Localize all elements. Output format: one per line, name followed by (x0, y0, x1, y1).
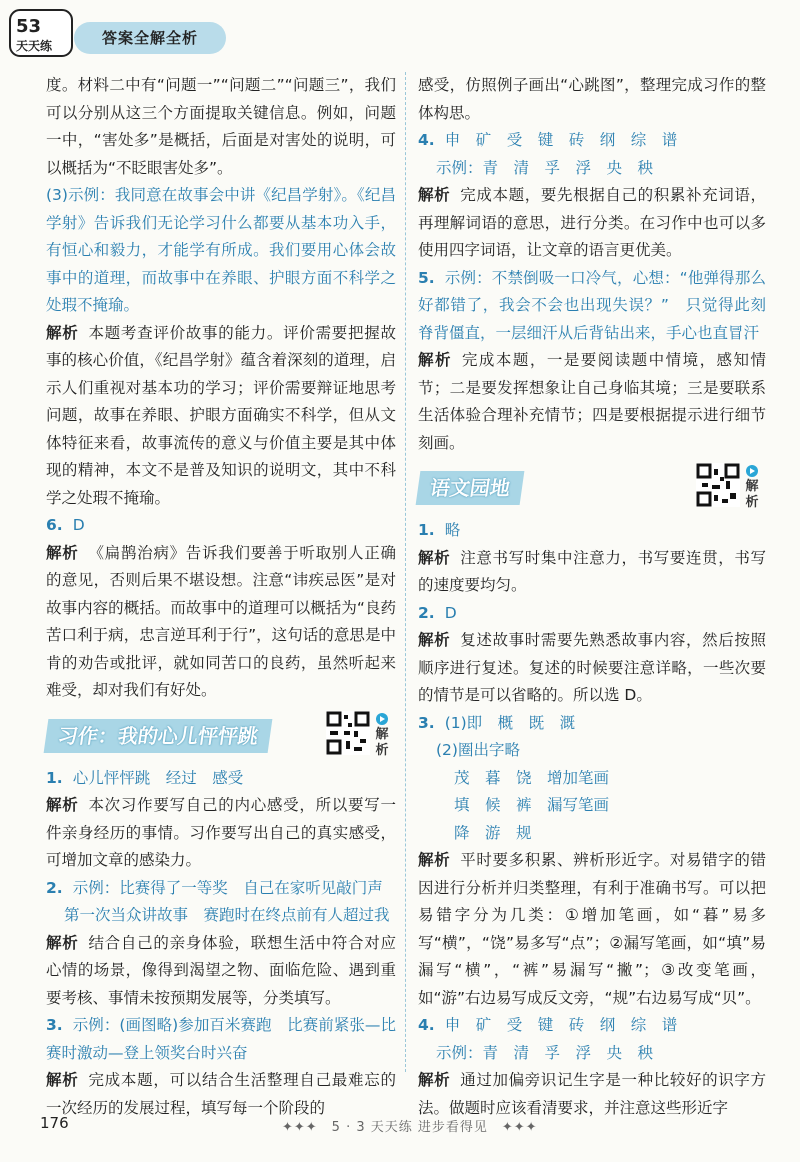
answer-text: 申 矿 受 键 砖 纲 综 谱 (444, 1016, 678, 1034)
footer-brand: ✦✦✦ 5 · 3 天天练 进步看得见 ✦✦✦ (282, 1120, 538, 1135)
analysis-block (418, 347, 766, 457)
analysis-block (418, 847, 766, 1012)
question-1 (418, 517, 766, 545)
analysis-text: 完成本题，一是要阅读题中情境，感知情节；二是要发挥想象让自己身临其境；三是要联系生活体验合理补充情节；四是要根据提示进行细节刻画。 (418, 351, 766, 452)
answer-text: 示例：比赛得了一等奖 自己在家听见敲门声 (72, 878, 383, 897)
analysis-text: 《扁鹊治病》告诉我们要善于听取别人正确的意见，否则后果不堪设想。注意“讳疾忌医”是对故事内容的概括。而故事中的道理可以概括为“良药苦口利于病，忠言逆耳利于行”，这句话的意思是中肯的劝告或批评，就如同苦口的良药，虽然听起来难受，却对我们有好处。 (46, 543, 396, 699)
analysis-label: 解析 (418, 351, 452, 369)
page-header (0, 0, 800, 66)
analysis-label: 解析 (418, 1071, 451, 1089)
question-1 (46, 765, 396, 793)
answer-text: 心儿怦怦跳 经过 感受 (72, 768, 244, 787)
qr-analysis-label (374, 713, 390, 759)
analysis-block (46, 1067, 396, 1122)
answer-text: 示例：青 清 孚 浮 央 秧 (436, 1043, 654, 1062)
play-icon (376, 713, 388, 725)
answer-row: 降 游 规 (454, 823, 532, 842)
page-number: 176 (40, 1114, 69, 1132)
answer-row: 填 候 裤 漏写笔画 (454, 796, 610, 814)
section-header-chinese-garden (418, 463, 766, 510)
analysis-block (46, 792, 396, 875)
section-title: 语文园地 (416, 471, 525, 505)
answer-row: 茂 暮 饶 增加笔画 (454, 768, 610, 787)
question-5 (418, 265, 766, 348)
analysis-text: 结合自己的亲身体验，联想生活中符合对应心情的场景，像得到渴望之物、面临危险、遇到重要考核、事情未按预期发展等，分类填写。 (46, 933, 396, 1007)
section-title: 习作：我的心儿怦怦跳 (44, 719, 273, 753)
analysis-label: 解析 (418, 548, 451, 567)
analysis-label: 解析 (418, 631, 451, 649)
analysis-text: 通过加偏旁识记生字是一种比较好的识字方法。做题时应该看清要求，并注意这些形近字 (418, 1071, 766, 1117)
svg-text:天天练: 天天练 (16, 39, 53, 53)
left-column (46, 72, 396, 1122)
question-number: 1. (46, 768, 63, 787)
question-number: 4. (418, 1016, 435, 1034)
qr-label-char: 解 (375, 726, 389, 742)
answer-text: 申 矿 受 键 砖 纲 综 谱 (444, 131, 678, 149)
analysis-label: 解析 (46, 933, 79, 952)
answer-text: 略 (444, 521, 461, 539)
analysis-block (418, 627, 766, 710)
analysis-text: 复述故事时需要先熟悉故事内容，然后按照顺序进行复述。复述的时候要注意详略，一些次要的情节是可以省略的。所以选 D。 (418, 631, 766, 704)
question-number: 2. (46, 878, 63, 897)
question-number: 2. (418, 603, 435, 622)
qr-code-icon[interactable] (326, 711, 370, 755)
answer-text: 示例：(画图略)参加百米赛跑 比赛前紧张—比赛时激动—登上领奖台时兴奋 (46, 1016, 396, 1062)
question-2 (418, 600, 766, 628)
question-number: 6. (46, 516, 63, 534)
svg-text:53: 53 (16, 16, 42, 37)
question-number: 1. (418, 521, 435, 539)
question-2 (46, 875, 396, 903)
question-number: 3. (46, 1016, 63, 1034)
question-6 (46, 512, 396, 540)
analysis-label: 解析 (418, 851, 451, 869)
answer-text: (3)示例：我同意在故事会中讲《纪昌学射》。《纪昌学射》告诉我们无论学习什么都要从基本功入手，有恒心和毅力，才能学有所成。我们要用心体会故事中的道理，而故事中在养眼、护眼方面不科学之处瑕不掩瑜。 (46, 186, 396, 314)
question-3 (418, 710, 766, 738)
analysis-text: 平时要多积累、辨析形近字。对易错字的错因进行分析并归类整理，有利于准确书写。可以把易错字分为几类：①增加笔画，如“暮”易多写“横”，“饶”易多写“点”；②漏写笔画，如“填”易漏写“横”，“裤”易漏写“撇”；③改变笔画，如“游”右边易写成反文旁，“规”右边易写成“贝”。 (418, 851, 766, 1007)
answer-text: 示例：青 清 孚 浮 央 秧 (436, 158, 654, 177)
answer-text: 示例：不禁倒吸一口冷气，心想：“他弹得那么好都错了，我会不会也出现失误？” 只觉得此刻脊背僵直，一层细汗从后背钻出来，手心也直冒汗 (418, 268, 766, 342)
analysis-block (418, 182, 766, 265)
paragraph: 感受，仿照例子画出“心跳图”，整理完成习作的整体构思。 (418, 76, 766, 122)
brand-logo-icon (8, 6, 78, 60)
analysis-block (46, 930, 396, 1013)
question-4 (418, 1012, 766, 1040)
right-column (418, 72, 766, 1122)
answer-text: D (444, 603, 457, 622)
answer-text: (1)即 概 既 溉 (444, 713, 576, 732)
analysis-block (418, 545, 766, 600)
question-number: 5. (418, 268, 435, 287)
analysis-label: 解析 (46, 796, 79, 814)
qr-code-icon[interactable] (696, 463, 740, 507)
analysis-text: 完成本题，要先根据自己的积累补充词语，再理解词语的意思，进行分类。在习作中也可以多使用四字词语，让文章的语言更优美。 (418, 186, 766, 259)
section-header-composition (46, 711, 396, 758)
answer-text: 第一次当众讲故事 赛跑时在终点前有人超过我 (64, 906, 390, 924)
question-3 (46, 1012, 396, 1067)
analysis-block (46, 320, 396, 513)
analysis-label: 解析 (418, 186, 451, 204)
header-answer-label: 答案全解全析 (74, 22, 226, 54)
answer-text: D (72, 516, 85, 534)
analysis-block (418, 1067, 766, 1122)
analysis-text: 完成本题，可以结合生活整理自己最难忘的一次经历的发展过程，填写每一个阶段的 (46, 1071, 396, 1117)
paragraph: 度。材料二中有“问题一”“问题二”“问题三”，我们可以分别从这三个方面提取关键信息。例如，问题一中，“害处多”是概括，后面是对害处的说明，可以概括为“不眨眼害处多”。 (46, 76, 396, 177)
qr-label-char: 解 (745, 479, 759, 494)
analysis-text: 注意书写时集中注意力，书写要连贯，书写的速度要均匀。 (418, 548, 766, 594)
question-4 (418, 127, 766, 155)
analysis-block (46, 540, 396, 705)
question-number: 4. (418, 131, 435, 149)
qr-label-char: 析 (375, 742, 389, 758)
play-icon (746, 465, 758, 477)
analysis-label: 解析 (46, 1071, 79, 1089)
qr-analysis-label (744, 465, 760, 511)
column-divider (405, 72, 406, 1072)
qr-label-char: 析 (745, 495, 759, 510)
answer-text: (2)圈出字略 (436, 741, 520, 759)
analysis-label: 解析 (46, 543, 79, 562)
analysis-text: 本次习作要写自己的内心感受，所以要写一件亲身经历的事情。习作要写出自己的真实感受，可增加文章的感染力。 (46, 796, 396, 869)
question-number: 3. (418, 713, 435, 732)
analysis-label: 解析 (46, 323, 79, 342)
analysis-text: 本题考查评价故事的能力。评价需要把握故事的核心价值，《纪昌学射》蕴含着深刻的道理，启示人们重视对基本功的学习；评价需要辩证地思考问题，故事在养眼、护眼方面确实不科学，但从文体特征来看，故事流传的意义与价值主要是其中体现的精神，本文不是普及知识的说明文，其中不科学之处瑕不掩瑜。 (46, 323, 396, 507)
